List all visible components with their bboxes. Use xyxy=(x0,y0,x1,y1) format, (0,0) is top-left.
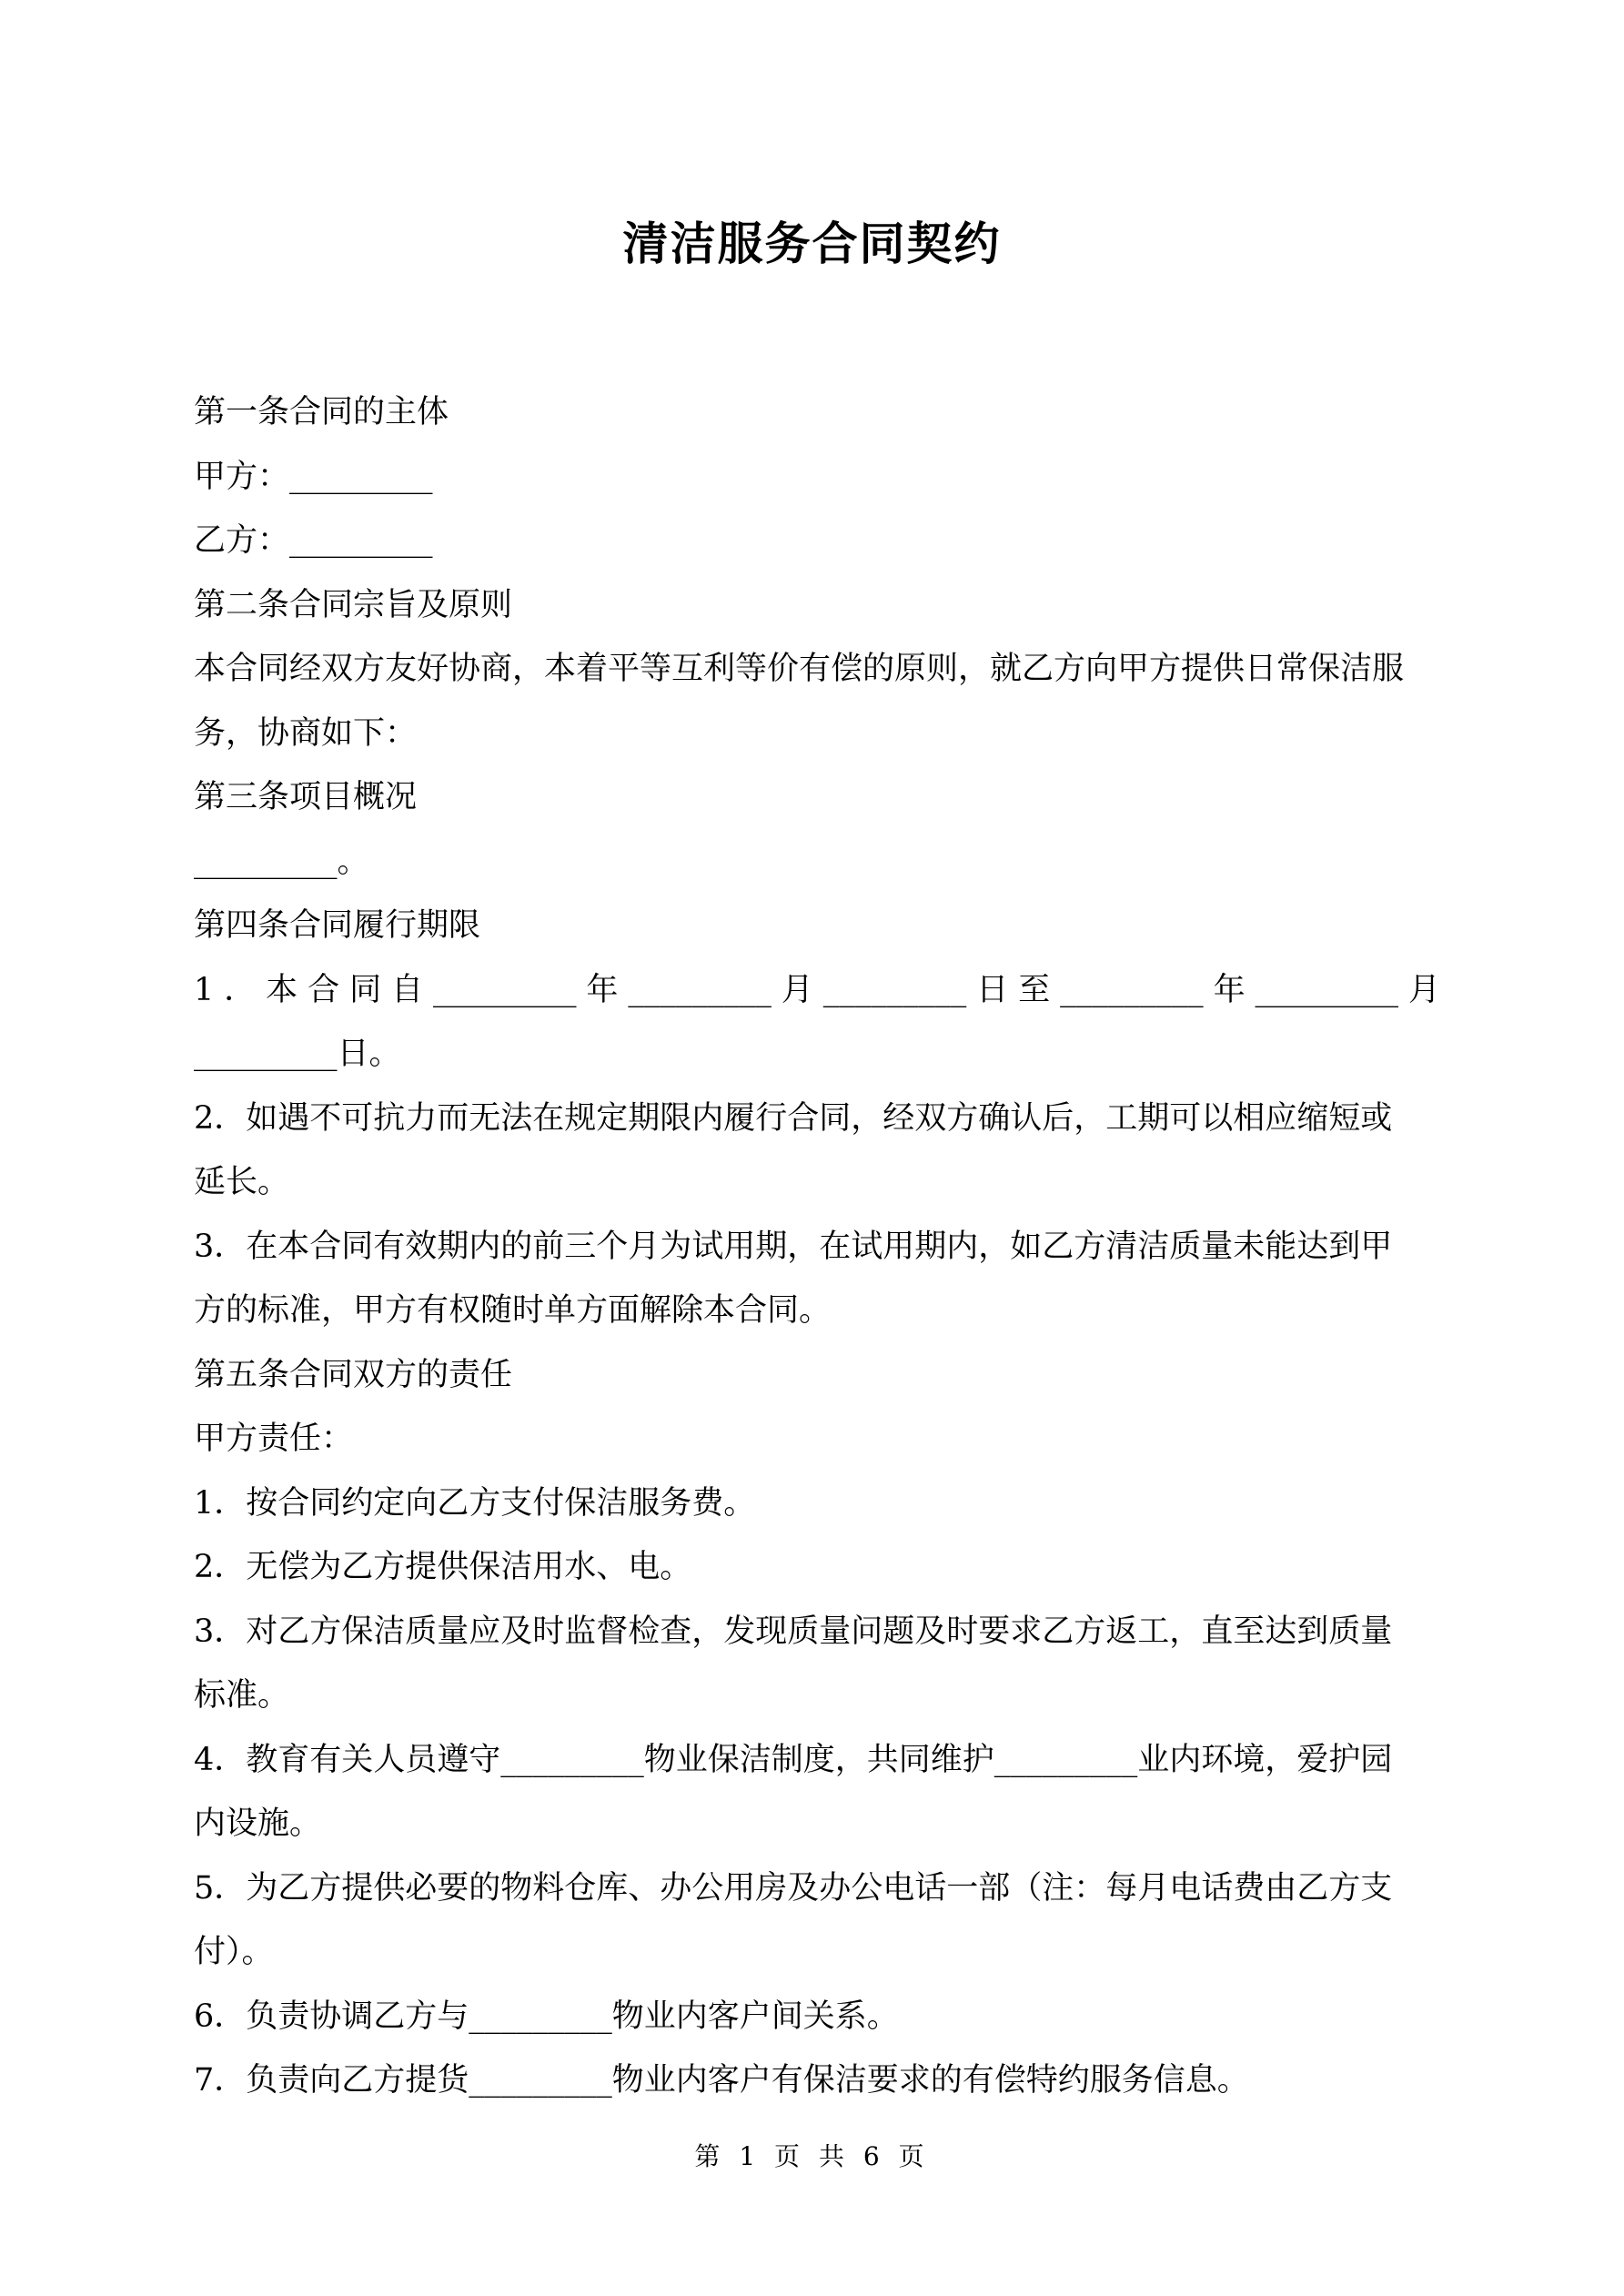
paragraph-line: 方的标准，甲方有权随时单方面解除本合同。 xyxy=(194,1292,832,1329)
list-item: 4．教育有关人员遵守_________物业保洁制度，共同维护_________业内环境，爱护园 xyxy=(194,1741,1393,1778)
section-heading-3: 第三条项目概况 xyxy=(194,779,418,815)
list-item: 3．对乙方保洁质量应及时监督检查，发现质量问题及时要求乙方返工，直至达到质量 xyxy=(194,1613,1393,1650)
paragraph-line: 1．本合同自_________年_________月_________日至_________年_________月 xyxy=(194,971,1440,1008)
page-footer: 第 1 页 共 6 页 xyxy=(694,2141,930,2171)
section-heading-1: 第一条合同的主体 xyxy=(194,394,449,430)
paragraph-line: 2．如遇不可抗力而无法在规定期限内履行合同，经双方确认后，工期可以相应缩短或 xyxy=(194,1099,1393,1137)
list-item: 1．按合同约定向乙方支付保洁服务费。 xyxy=(194,1484,756,1522)
paragraph-line: 甲方责任： xyxy=(194,1421,354,1457)
list-item: 6．负责协调乙方与_________物业内客户间关系。 xyxy=(194,1998,899,2035)
section-heading-4: 第四条合同履行期限 xyxy=(194,907,481,944)
document-title: 清洁服务合同契约 xyxy=(622,217,1002,270)
section-heading-2: 第二条合同宗旨及原则 xyxy=(194,586,513,623)
paragraph-line: 本合同经双方友好协商，本着平等互利等价有偿的原则，就乙方向甲方提供日常保洁服 xyxy=(194,651,1405,687)
party-b-line: 乙方：_________ xyxy=(194,522,433,559)
list-item: 7．负责向乙方提货_________物业内客户有保洁要求的有偿特约服务信息。 xyxy=(194,2062,1249,2099)
list-item: 5．为乙方提供必要的物料仓库、办公用房及办公电话一部（注：每月电话费由乙方支 xyxy=(194,1869,1393,1907)
paragraph-line: 标准。 xyxy=(194,1677,290,1714)
section-heading-5: 第五条合同双方的责任 xyxy=(194,1356,513,1393)
paragraph-line: 3．在本合同有效期内的前三个月为试用期，在试用期内，如乙方清洁质量未能达到甲 xyxy=(194,1228,1393,1265)
list-item: 2．无偿为乙方提供保洁用水、电。 xyxy=(194,1549,692,1585)
paragraph-line: _________日。 xyxy=(194,1036,401,1072)
paragraph-line: 延长。 xyxy=(194,1164,290,1200)
paragraph-line: 内设施。 xyxy=(194,1805,322,1842)
document-body xyxy=(194,380,1440,2113)
party-a-line: 甲方：_________ xyxy=(194,458,433,495)
paragraph-line: _________。 xyxy=(194,843,369,880)
paragraph-line: 务，协商如下： xyxy=(194,714,418,752)
paragraph-line: 付）。 xyxy=(194,1934,274,1970)
